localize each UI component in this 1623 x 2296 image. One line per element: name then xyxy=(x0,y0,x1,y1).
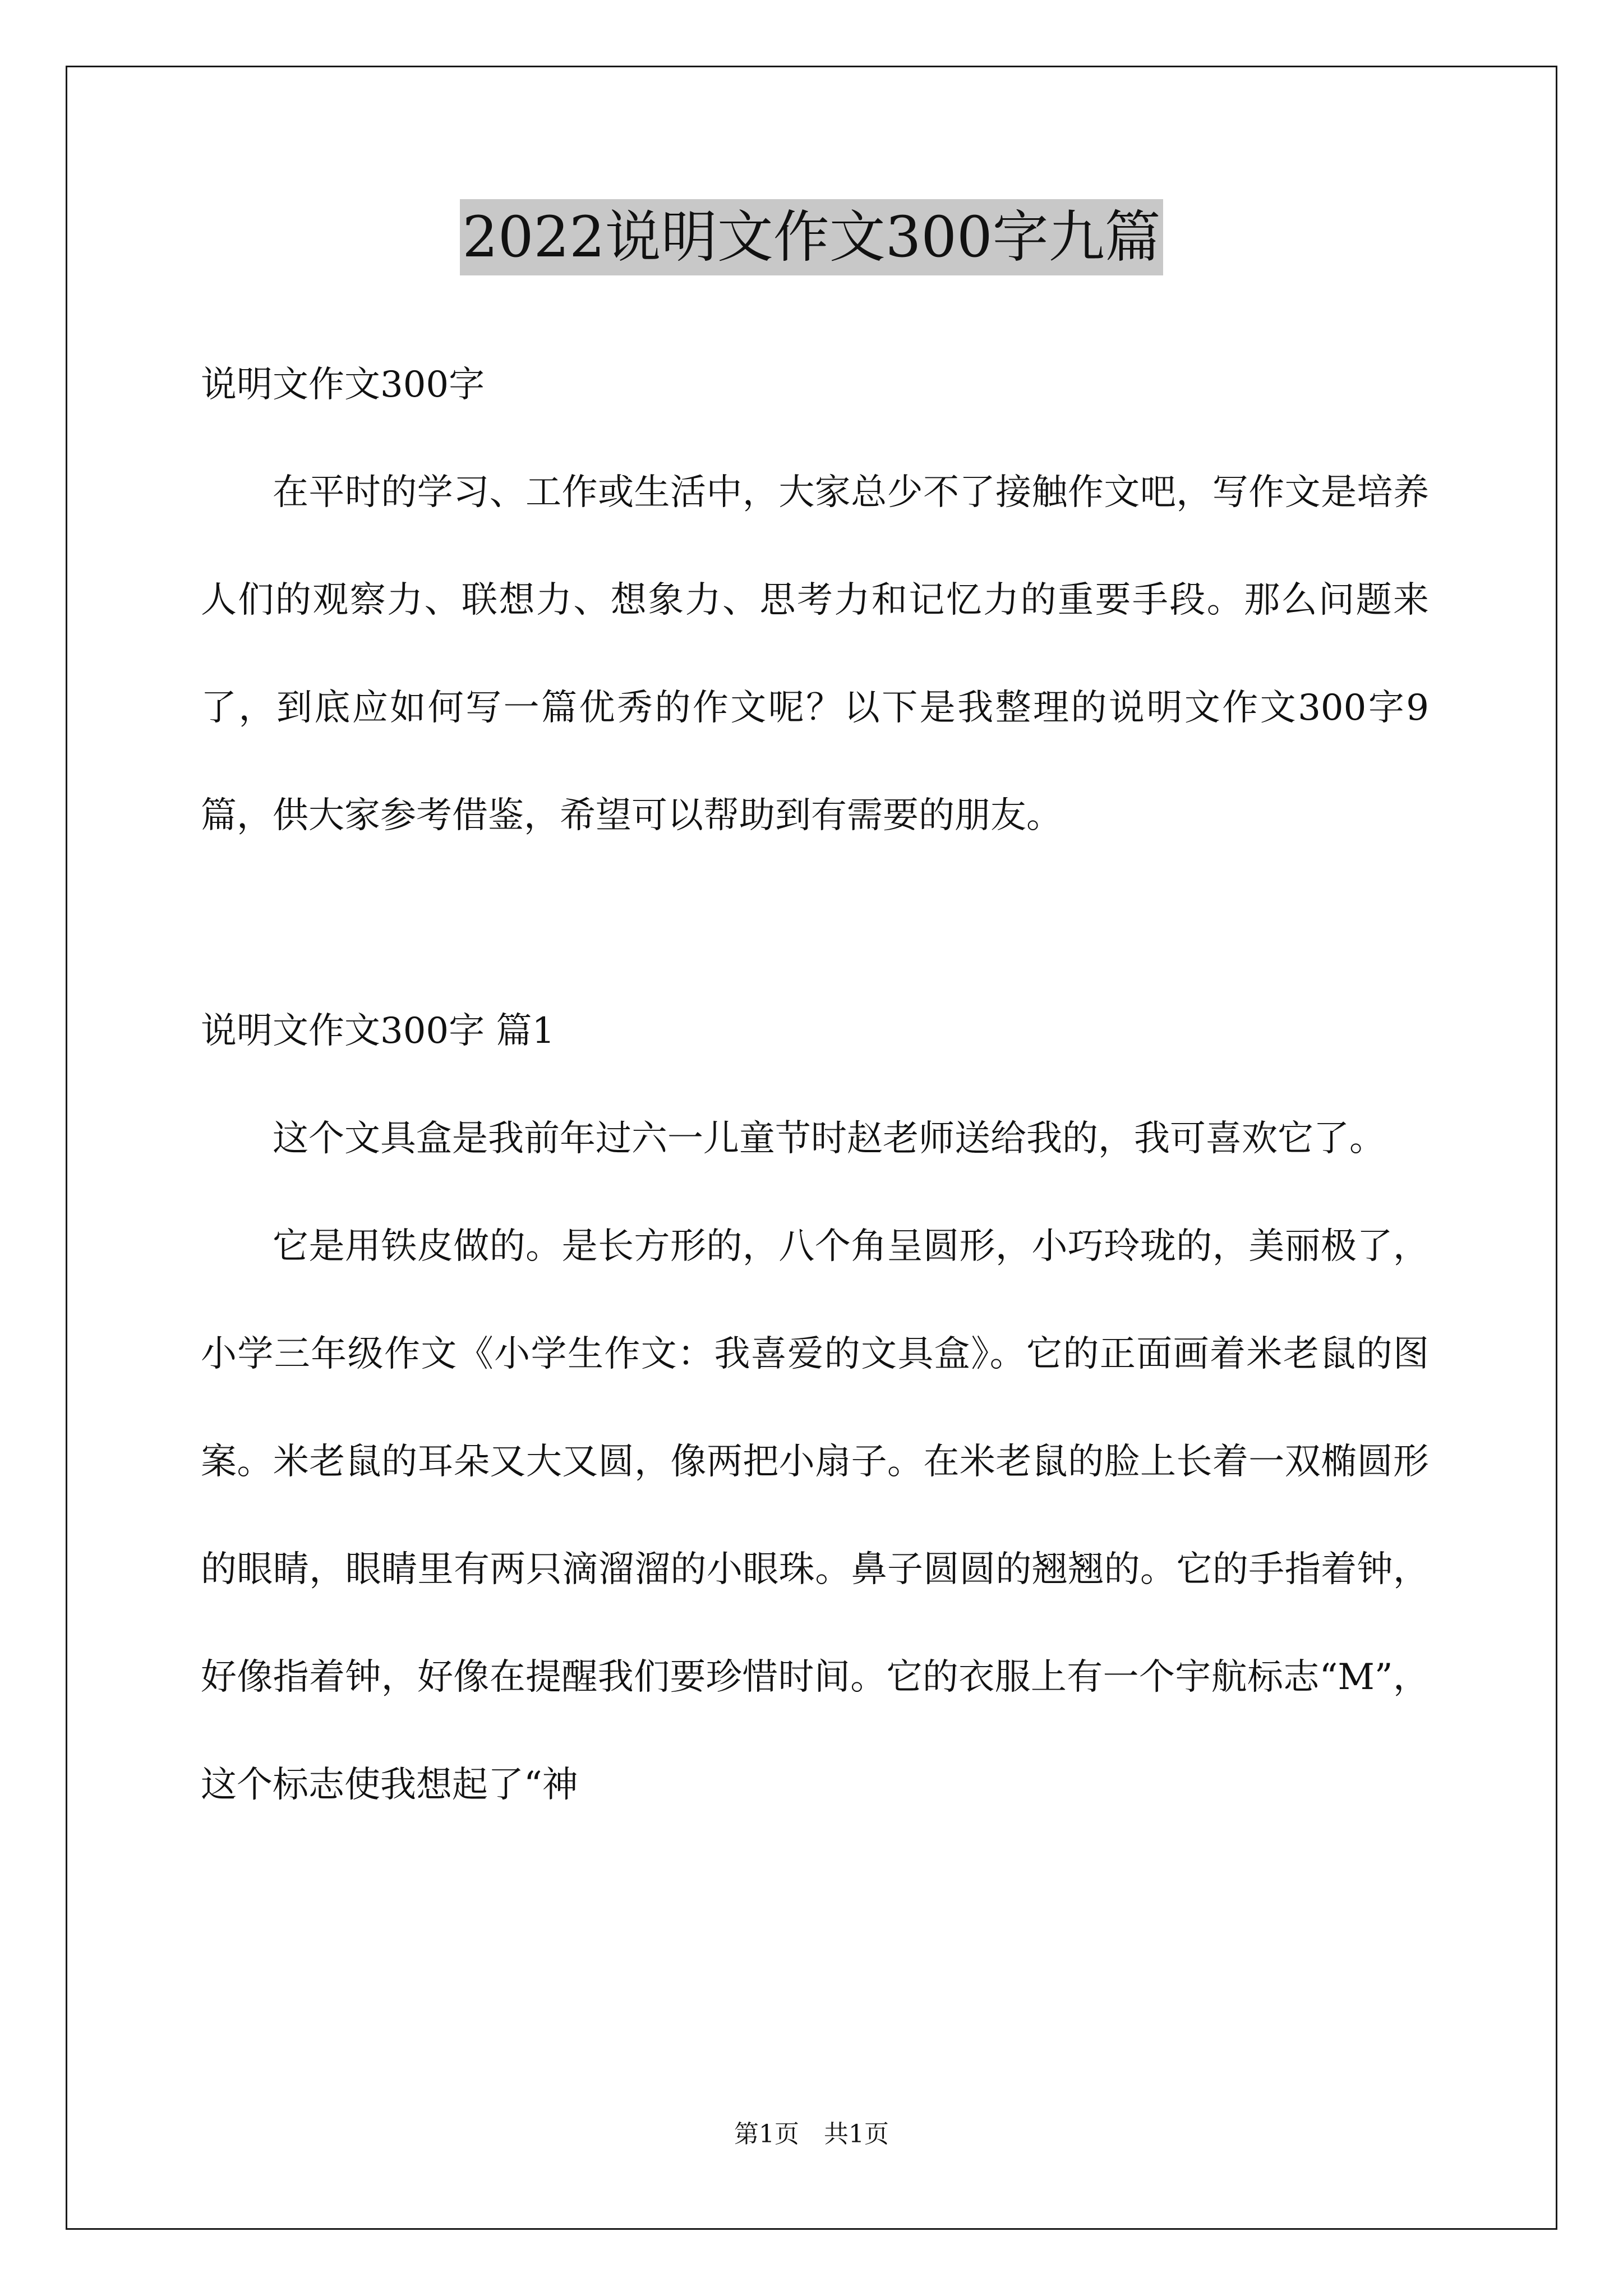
intro-paragraph: 在平时的学习、工作或生活中，大家总少不了接触作文吧，写作文是培养人们的观察力、联想力、想象力、思考力和记忆力的重要手段。那么问题来了，到底应如何写一篇优秀的作文呢？以下是我整理的说明文作文300字9篇，供大家参考借鉴，希望可以帮助到有需要的朋友。 xyxy=(201,472,1429,836)
document-title: 2022说明文作文300字九篇 xyxy=(460,199,1163,275)
section-heading-intro: 说明文作文300字 xyxy=(201,364,485,406)
section-heading-essay-1: 说明文作文300字 篇1 xyxy=(201,1010,555,1052)
section-gap xyxy=(201,869,1429,977)
page-footer xyxy=(0,2118,1623,2151)
title-area xyxy=(0,199,1623,275)
essay-1-paragraph-1: 这个文具盒是我前年过六一儿童节时赵老师送给我的，我可喜欢它了。 xyxy=(273,1118,1385,1159)
document-body xyxy=(201,331,1429,1839)
page-number: 第1页 xyxy=(734,2120,799,2148)
essay-1-paragraph-2: 它是用铁皮做的。是长方形的，八个角呈圆形，小巧玲珑的，美丽极了，小学三年级作文《小学生作文：我喜爱的文具盒》。它的正面画着米老鼠的图案。米老鼠的耳朵又大又圆，像两把小扇子。在米老鼠的脸上长着一双椭圆形的眼睛，眼睛里有两只滴溜溜的小眼珠。鼻子圆圆的翘翘的。它的手指着钟，好像指着钟，好像在提醒我们要珍惜时间。它的衣服上有一个宇航标志“M”，这个标志使我想起了“神 xyxy=(201,1226,1429,1806)
page-total: 共1页 xyxy=(824,2120,889,2148)
